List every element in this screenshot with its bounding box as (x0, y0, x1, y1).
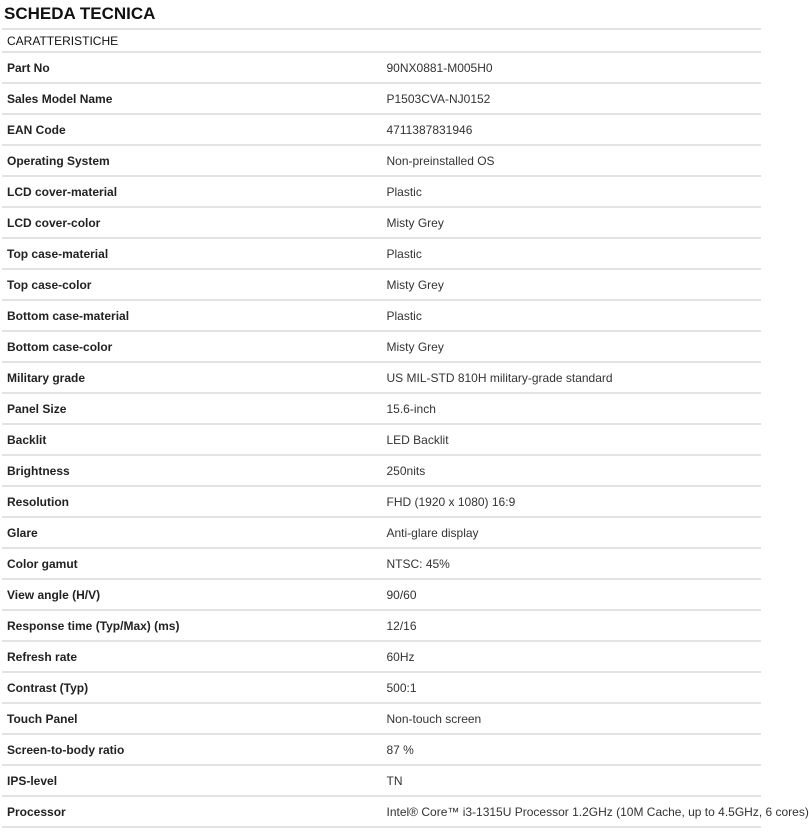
spec-value: US MIL-STD 810H military-grade standard (382, 362, 762, 393)
spec-row-contrast (2, 672, 761, 703)
spec-row-part-no (2, 52, 761, 83)
spec-row-lcd-cover-color (2, 207, 761, 238)
spec-label: EAN Code (2, 114, 382, 145)
spec-row-resolution (2, 486, 761, 517)
spec-label: Touch Panel (2, 703, 382, 734)
spec-value: 90NX0881-M005H0 (382, 52, 762, 83)
spec-value: Intel® Core™ i3-1315U Processor 1.2GHz (10M Cache, up to 4.5GHz, 6 cores) (382, 796, 762, 827)
spec-value: FHD (1920 x 1080) 16:9 (382, 486, 762, 517)
spec-row-sales-model-name (2, 83, 761, 114)
spec-label: LCD cover-color (2, 207, 382, 238)
spec-label: Brightness (2, 455, 382, 486)
spec-label: Backlit (2, 424, 382, 455)
section-header-row (2, 29, 761, 52)
spec-label: Part No (2, 52, 382, 83)
spec-row-color-gamut (2, 548, 761, 579)
spec-label: Bottom case-material (2, 300, 382, 331)
spec-row-lcd-cover-material (2, 176, 761, 207)
spec-value: 90/60 (382, 579, 762, 610)
spec-row-top-case-color (2, 269, 761, 300)
spec-value: 60Hz (382, 641, 762, 672)
spec-label: IPS-level (2, 765, 382, 796)
spec-label: Resolution (2, 486, 382, 517)
spec-value: 15.6-inch (382, 393, 762, 424)
spec-value: TN (382, 765, 762, 796)
spec-row-view-angle (2, 579, 761, 610)
spec-row-screen-to-body-ratio (2, 734, 761, 765)
spec-value: Misty Grey (382, 207, 762, 238)
spec-value: 4711387831946 (382, 114, 762, 145)
spec-value: Plastic (382, 300, 762, 331)
spec-value: Plastic (382, 176, 762, 207)
spec-label: Glare (2, 517, 382, 548)
spec-label: Bottom case-color (2, 331, 382, 362)
page-title: SCHEDA TECNICA (4, 4, 156, 23)
spec-value: 12/16 (382, 610, 762, 641)
spec-value: Misty Grey (382, 269, 762, 300)
spec-value: Anti-glare display (382, 517, 762, 548)
spec-table (2, 28, 809, 828)
spec-label: Military grade (2, 362, 382, 393)
spec-value: P1503CVA-NJ0152 (382, 83, 762, 114)
spec-value: NTSC: 45% (382, 548, 762, 579)
spec-value: Non-touch screen (382, 703, 762, 734)
spec-row-panel-size (2, 393, 761, 424)
spec-row-military-grade (2, 362, 761, 393)
spec-value: LED Backlit (382, 424, 762, 455)
spec-value: Non-preinstalled OS (382, 145, 762, 176)
spec-label: Screen-to-body ratio (2, 734, 382, 765)
spec-row-ips-level (2, 765, 761, 796)
section-header: CARATTERISTICHE (2, 29, 761, 52)
spec-row-backlit (2, 424, 761, 455)
spec-label: Operating System (2, 145, 382, 176)
spec-row-bottom-case-material (2, 300, 761, 331)
spec-label: LCD cover-material (2, 176, 382, 207)
spec-row-brightness (2, 455, 761, 486)
spec-value: 500:1 (382, 672, 762, 703)
spec-label: Contrast (Typ) (2, 672, 382, 703)
spec-label: Sales Model Name (2, 83, 382, 114)
spec-value: 87 % (382, 734, 762, 765)
spec-label: Processor (2, 796, 382, 827)
spec-row-ean-code (2, 114, 761, 145)
spec-row-operating-system (2, 145, 761, 176)
spec-value: Plastic (382, 238, 762, 269)
spec-label: View angle (H/V) (2, 579, 382, 610)
spec-label: Top case-color (2, 269, 382, 300)
spec-row-refresh-rate (2, 641, 761, 672)
spec-row-processor (2, 796, 761, 827)
spec-value: 250nits (382, 455, 762, 486)
spec-label: Color gamut (2, 548, 382, 579)
spec-value: Misty Grey (382, 331, 762, 362)
spec-row-top-case-material (2, 238, 761, 269)
spec-row-touch-panel (2, 703, 761, 734)
spec-label: Top case-material (2, 238, 382, 269)
spec-label: Panel Size (2, 393, 382, 424)
spec-row-response-time (2, 610, 761, 641)
spec-row-bottom-case-color (2, 331, 761, 362)
spec-label: Refresh rate (2, 641, 382, 672)
spec-label: Response time (Typ/Max) (ms) (2, 610, 382, 641)
spec-row-glare (2, 517, 761, 548)
